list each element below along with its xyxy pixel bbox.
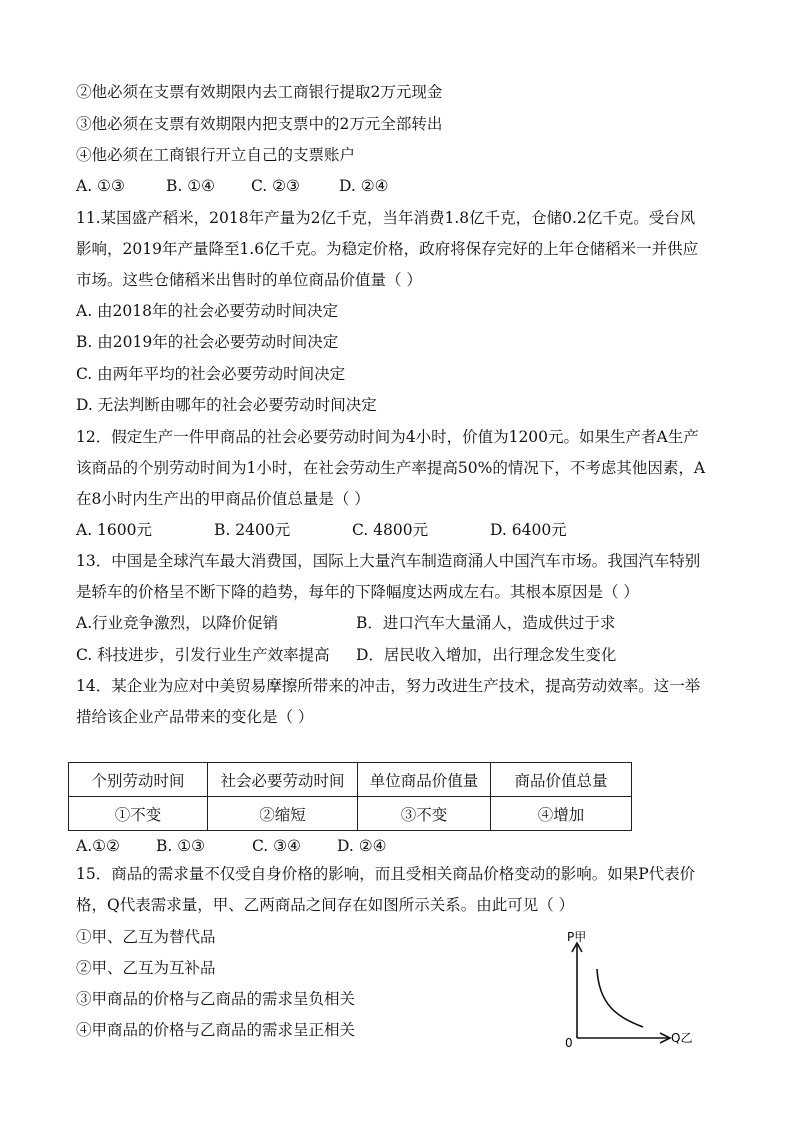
option-c[interactable]: C. ②③ — [251, 177, 300, 195]
q11-stem-1: 11.某国盛产稻米，2018年产量为2亿千克，当年消费1.8亿千克，仓储0.2亿千克。受台风 — [76, 209, 696, 227]
option-c[interactable]: C. ③④ — [252, 837, 301, 855]
option-c[interactable]: C. 科技进步，引发行业生产效率提高 — [76, 646, 330, 664]
table-header: 社会必要劳动时间 — [208, 763, 358, 797]
q12-stem-3: 在8小时内生产出的甲商品价值总量是（ ） — [76, 490, 370, 508]
q11-option-c[interactable]: C. 由两年平均的社会必要劳动时间决定 — [76, 365, 346, 383]
prev-options — [76, 176, 389, 196]
option-b[interactable]: B. 2400元 — [214, 521, 291, 539]
q14-table — [68, 762, 632, 831]
q12-stem-2: 该商品的个别劳动时间为1小时，在社会劳动生产率提高50%的情况下，不考虑其他因素，A — [76, 459, 706, 477]
q15-statement-1: ①甲、乙互为替代品 — [76, 928, 216, 946]
option-b[interactable]: B．进口汽车大量涌人，造成供过于求 — [356, 614, 616, 632]
q11-option-a[interactable]: A. 由2018年的社会必要劳动时间决定 — [76, 302, 338, 320]
q12-options — [76, 520, 567, 540]
q14-stem-1: 14．某企业为应对中美贸易摩擦所带来的冲击，努力改进生产技术，提高劳动效率。这一举 — [76, 677, 701, 695]
q11-stem-3: 市场。这些仓储稻米出售时的单位商品价值量（ ） — [76, 271, 422, 289]
table-row — [69, 797, 632, 831]
option-c[interactable]: C. 4800元 — [352, 521, 429, 539]
table-cell: ①不变 — [69, 797, 208, 831]
option-a[interactable]: A.①② — [76, 837, 120, 855]
option-a[interactable]: A. ①③ — [76, 177, 125, 195]
statement-4: ④他必须在工商银行开立自己的支票账户 — [76, 146, 356, 164]
option-b[interactable]: B. ①③ — [156, 837, 206, 855]
q15-stem-1: 15．商品的需求量不仅受自身价格的影响，而且受相关商品价格变动的影响。如果P代表价 — [76, 865, 696, 883]
statement-2: ②他必须在支票有效期限内去工商银行提取2万元现金 — [76, 83, 443, 101]
q14-stem-2: 措给该企业产品带来的变化是（ ） — [76, 708, 314, 726]
demand-relation-graph — [555, 925, 705, 1055]
q12-stem-1: 12．假定生产一件甲商品的社会必要劳动时间为4小时，价值为1200元。如果生产者A生产 — [76, 428, 699, 446]
origin-label: 0 — [565, 1036, 573, 1050]
table-header: 单位商品价值量 — [358, 763, 491, 797]
table-cell: ④增加 — [491, 797, 632, 831]
option-a[interactable]: A. 1600元 — [76, 521, 152, 539]
option-d[interactable]: D. ②④ — [337, 837, 387, 855]
q15-stem-2: 格，Q代表需求量，甲、乙两商品之间存在如图所示关系。由此可见（ ） — [76, 896, 575, 914]
q13-options-row1 — [76, 613, 615, 633]
q15-statement-3: ③甲商品的价格与乙商品的需求呈负相关 — [76, 990, 356, 1008]
curve — [597, 969, 643, 1027]
q11-stem-2: 影响，2019年产量降至1.6亿千克。为稳定价格，政府将保存完好的上年仓储稻米一并供应 — [76, 240, 699, 258]
table-header: 商品价值总量 — [491, 763, 632, 797]
option-b[interactable]: B. ①④ — [166, 177, 216, 195]
option-d[interactable]: D. ②④ — [339, 177, 389, 195]
q14-options — [76, 836, 387, 856]
option-a[interactable]: A.行业竞争激烈，以降价促销 — [76, 614, 279, 632]
q11-option-b[interactable]: B. 由2019年的社会必要劳动时间决定 — [76, 333, 339, 351]
statement-3: ③他必须在支票有效期限内把支票中的2万元全部转出 — [76, 115, 443, 133]
q13-stem-2: 是轿车的价格呈不断下降的趋势，每年的下降幅度达两成左右。其根本原因是（ ） — [76, 583, 639, 601]
option-d[interactable]: D．居民收入增加，出行理念发生变化 — [356, 646, 617, 664]
q13-options-row2 — [76, 645, 616, 665]
q13-stem-1: 13．中国是全球汽车最大消费国，国际上大量汽车制造商涌人中国汽车市场。我国汽车特别 — [76, 552, 701, 570]
q11-option-d[interactable]: D. 无法判断由哪年的社会必要劳动时间决定 — [76, 396, 377, 414]
table-cell: ③不变 — [358, 797, 491, 831]
option-d[interactable]: D. 6400元 — [490, 521, 567, 539]
x-axis-label: Q乙 — [671, 1031, 693, 1045]
q15-statement-2: ②甲、乙互为互补品 — [76, 959, 216, 977]
table-header-row — [69, 763, 632, 797]
y-axis-label: P甲 — [567, 930, 587, 944]
q15-statement-4: ④甲商品的价格与乙商品的需求呈正相关 — [76, 1021, 356, 1039]
table-header: 个别劳动时间 — [69, 763, 208, 797]
table-cell: ②缩短 — [208, 797, 358, 831]
